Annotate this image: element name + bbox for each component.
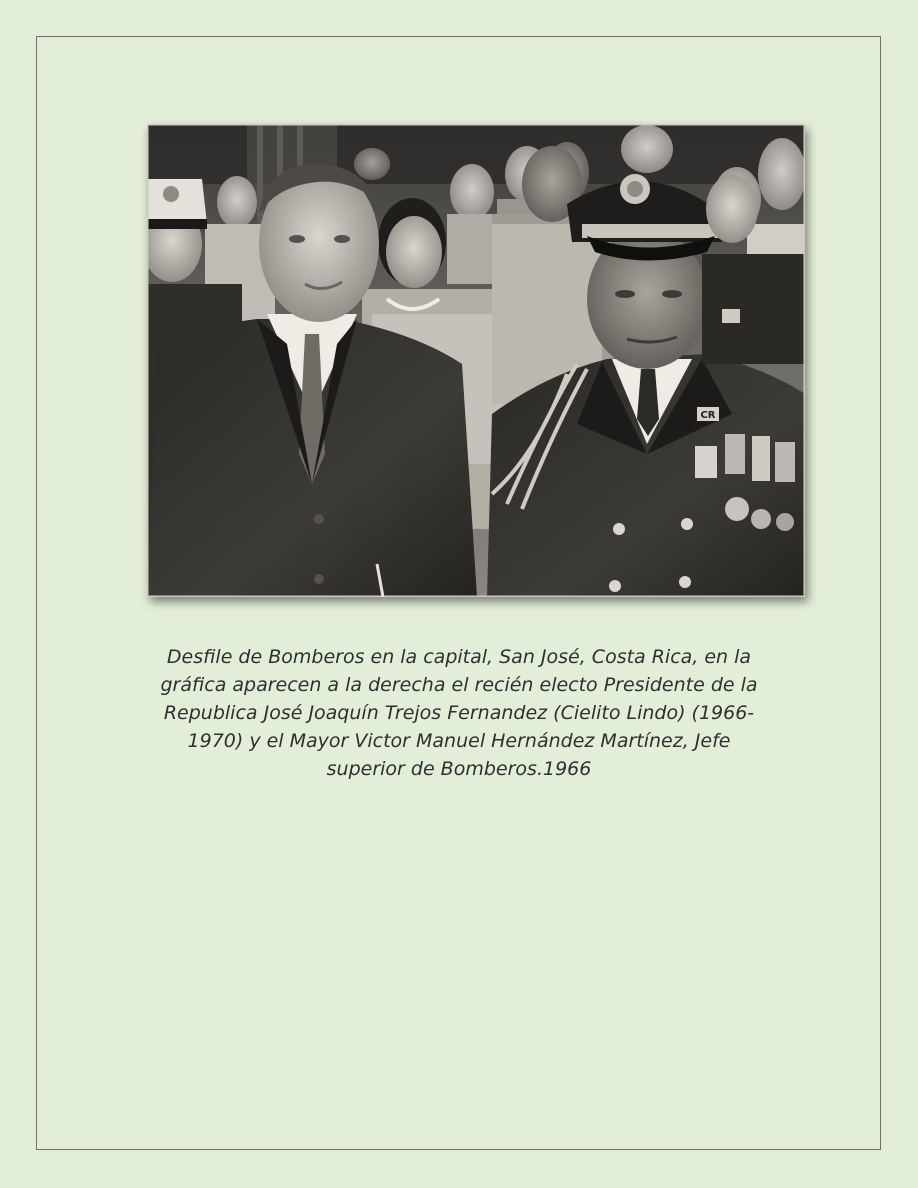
caption-line: superior de Bomberos.1966 xyxy=(326,758,592,780)
caption-line: 1970) y el Mayor Victor Manuel Hernández Martínez, Jefe xyxy=(187,730,731,752)
caption-line: Republica José Joaquín Trejos Fernandez (Cielito Lindo) (1966- xyxy=(163,702,755,724)
caption-line: Desfile de Bomberos en la capital, San José, Costa Rica, en la xyxy=(166,646,752,668)
photo-caption xyxy=(110,643,808,783)
photo-illustration xyxy=(147,124,805,597)
historical-photograph xyxy=(147,124,805,597)
insignia-text: CR xyxy=(700,410,716,421)
caption-line: gráfica aparecen a la derecha el recién electo Presidente de la xyxy=(160,674,758,696)
